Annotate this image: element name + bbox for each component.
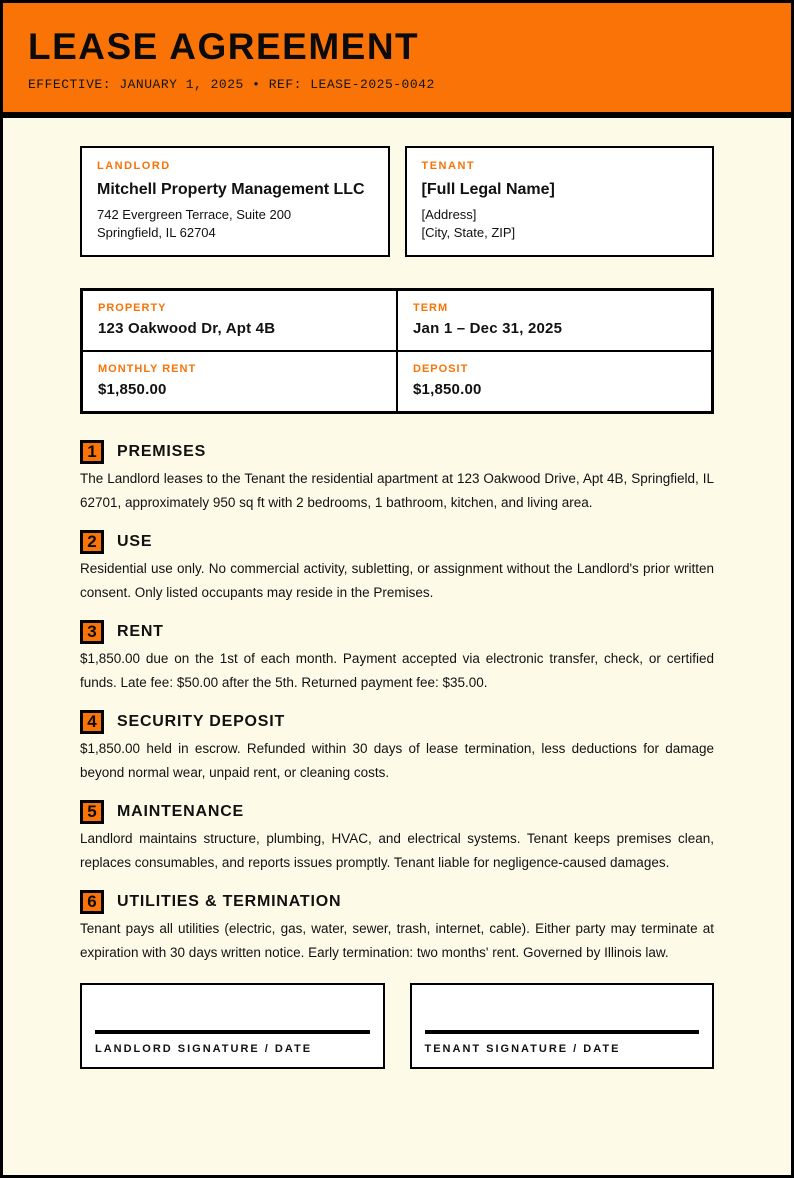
section-rent <box>80 620 714 695</box>
section-title: SECURITY DEPOSIT <box>117 713 286 730</box>
property-value: 123 Oakwood Dr, Apt 4B <box>98 320 276 337</box>
deposit-value: $1,850.00 <box>413 381 482 398</box>
section-title: UTILITIES & TERMINATION <box>117 893 342 910</box>
landlord-box <box>80 146 390 257</box>
tenant-name-placeholder: [Full Legal Name] <box>421 181 555 198</box>
section-body: Landlord maintains structure, plumbing, HVAC, and electrical systems. Tenant keeps premises clean, replaces consumables, and reports issues promptly. Tenant liable for negligence-caused damages. <box>80 831 714 870</box>
tenant-label: TENANT <box>421 160 476 172</box>
term-value: Jan 1 – Dec 31, 2025 <box>413 320 563 337</box>
section-number-badge: 1 <box>80 440 104 464</box>
tenant-address-placeholder: [Address] <box>421 207 477 222</box>
landlord-signature-box <box>80 983 385 1069</box>
tenant-signature-label: TENANT SIGNATURE / DATE <box>424 1043 621 1055</box>
summary-cell-monthly-rent <box>82 351 398 413</box>
monthly-rent-value: $1,850.00 <box>98 381 167 398</box>
section-heading <box>80 890 714 914</box>
tenant-signature-box <box>410 983 715 1069</box>
section-heading <box>80 620 714 644</box>
section-utilities-termination <box>80 890 714 965</box>
section-body: $1,850.00 held in escrow. Refunded within 30 days of lease termination, less deductions for damage beyond normal wear, unpaid rent, or cleaning costs. <box>80 741 714 780</box>
term-label: TERM <box>413 302 449 314</box>
section-title: PREMISES <box>117 443 207 460</box>
landlord-name: Mitchell Property Management LLC <box>97 181 365 198</box>
section-use <box>80 530 714 605</box>
section-heading <box>80 710 714 734</box>
summary-cell-property <box>82 290 398 352</box>
landlord-signature-line <box>95 1030 370 1034</box>
section-number-badge: 4 <box>80 710 104 734</box>
section-heading <box>80 440 714 464</box>
section-title: USE <box>117 533 153 550</box>
section-premises <box>80 440 714 515</box>
landlord-address-line-1: 742 Evergreen Terrace, Suite 200 <box>97 207 292 222</box>
lease-summary-table <box>80 288 714 414</box>
section-security-deposit <box>80 710 714 785</box>
page-title: LEASE AGREEMENT <box>28 26 420 67</box>
section-body: The Landlord leases to the Tenant the residential apartment at 123 Oakwood Drive, Apt 4B, Springfield, IL 62701, approximately 950 sq ft with 2 bedrooms, 1 bathroom, kitchen, and living area. <box>80 471 714 510</box>
deposit-label: DEPOSIT <box>413 363 469 375</box>
tenant-signature-line <box>425 1030 700 1034</box>
document-header <box>3 3 791 118</box>
parties-row <box>80 146 714 257</box>
summary-cell-term <box>397 290 713 352</box>
effective-ref-line: EFFECTIVE: JANUARY 1, 2025 • REF: LEASE-2025-0042 <box>28 77 435 92</box>
landlord-address-line-2: Springfield, IL 62704 <box>97 225 216 240</box>
tenant-box <box>405 146 715 257</box>
section-number-badge: 2 <box>80 530 104 554</box>
section-maintenance <box>80 800 714 875</box>
section-heading <box>80 530 714 554</box>
summary-row-2 <box>82 351 713 413</box>
monthly-rent-label: MONTHLY RENT <box>98 363 197 375</box>
landlord-signature-label: LANDLORD SIGNATURE / DATE <box>95 1043 313 1055</box>
section-title: RENT <box>117 623 164 640</box>
summary-row-1 <box>82 290 713 352</box>
section-title: MAINTENANCE <box>117 803 245 820</box>
section-body: $1,850.00 due on the 1st of each month. Payment accepted via electronic transfer, check, or certified funds. Late fee: $50.00 after the 5th. Returned payment fee: $35.00. <box>80 651 714 690</box>
section-number-badge: 5 <box>80 800 104 824</box>
tenant-city-placeholder: [City, State, ZIP] <box>421 225 516 240</box>
landlord-label: LANDLORD <box>97 160 171 172</box>
signature-row <box>80 983 714 1069</box>
section-body: Residential use only. No commercial activity, subletting, or assignment without the Landlord's prior written consent. Only listed occupants may reside in the Premises. <box>80 561 714 600</box>
document-body <box>3 118 791 1069</box>
section-number-badge: 6 <box>80 890 104 914</box>
section-heading <box>80 800 714 824</box>
section-number-badge: 3 <box>80 620 104 644</box>
summary-cell-deposit <box>397 351 713 413</box>
property-label: PROPERTY <box>98 302 167 314</box>
section-body: Tenant pays all utilities (electric, gas, water, sewer, trash, internet, cable). Either party may terminate at expiration with 30 days written notice. Early termination: two months' rent. Governed by Illinois law. <box>80 921 714 960</box>
